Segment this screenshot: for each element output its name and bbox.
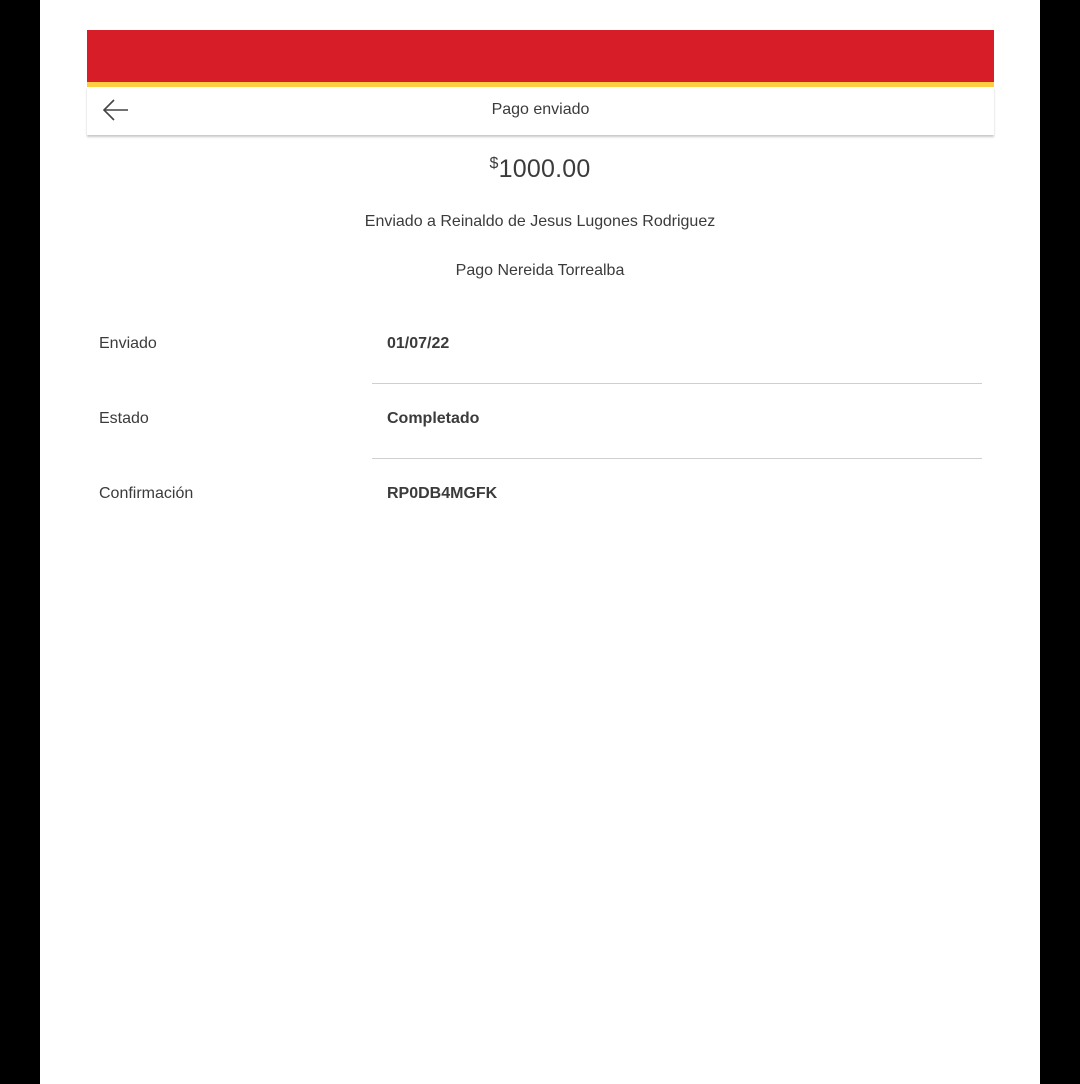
divider bbox=[372, 383, 982, 384]
amount-value: 1000.00 bbox=[498, 155, 591, 183]
detail-label-confirmation: Confirmación bbox=[99, 485, 194, 502]
page-title: Pago enviado bbox=[491, 101, 590, 118]
memo-text: Pago Nereida Torrealba bbox=[455, 262, 625, 279]
detail-label-sent: Enviado bbox=[99, 335, 157, 352]
detail-value-sent-date: 01/07/22 bbox=[387, 335, 450, 352]
brand-header-bar bbox=[87, 30, 994, 82]
detail-value-confirmation-code: RP0DB4MGFK bbox=[387, 485, 498, 502]
detail-value-status: Completado bbox=[387, 410, 480, 427]
detail-label-status: Estado bbox=[99, 410, 149, 427]
recipient-text: Enviado a Reinaldo de Jesus Lugones Rodriguez bbox=[364, 213, 716, 230]
divider bbox=[372, 458, 982, 459]
currency-symbol: $ bbox=[489, 155, 499, 172]
payment-amount bbox=[40, 155, 1040, 184]
navigation-bar bbox=[87, 87, 994, 135]
payment-screen bbox=[40, 0, 1040, 1084]
